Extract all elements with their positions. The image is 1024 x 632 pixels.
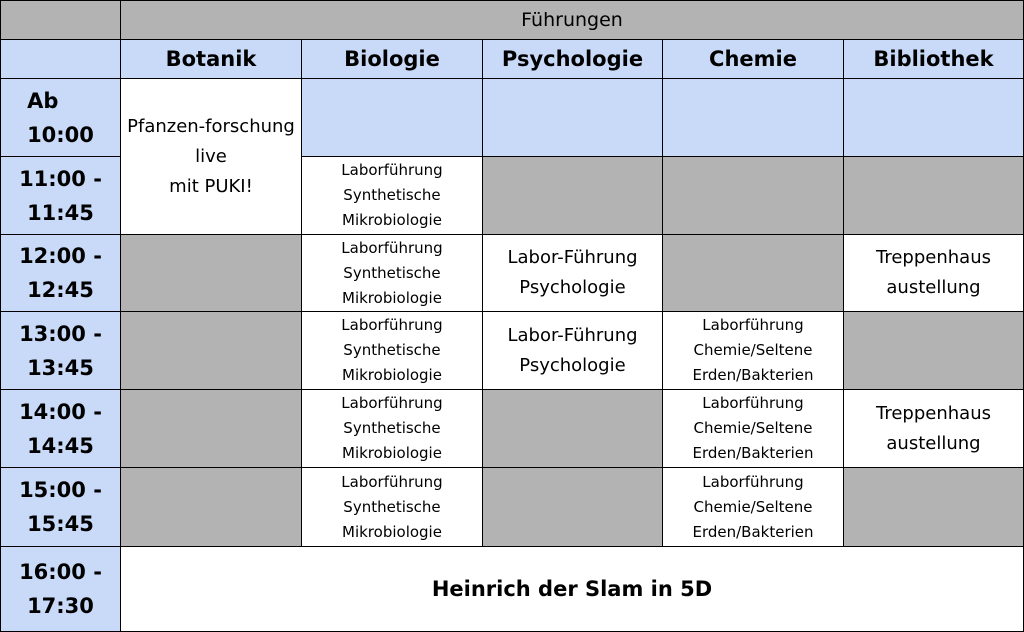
empty-cell <box>843 311 1024 390</box>
event-treppenhaus: Treppenhaus austellung <box>843 389 1024 468</box>
event-treppenhaus: Treppenhaus austellung <box>843 234 1024 312</box>
empty-cell <box>843 78 1024 157</box>
column-header-botanik: Botanik <box>120 39 302 79</box>
time-slot-1: Ab 10:00 <box>0 78 121 157</box>
event-biologie-lab: Laborführung Synthetische Mikrobiologie <box>301 389 483 468</box>
empty-cell <box>843 156 1024 235</box>
event-chemie-lab: Laborführung Chemie/Seltene Erden/Bakterien <box>662 467 844 547</box>
time-slot-2: 11:00 - 11:45 <box>0 156 121 235</box>
table-title: Führungen <box>120 0 1024 40</box>
corner-cell <box>0 0 121 40</box>
empty-cell <box>662 234 844 312</box>
event-psychologie-lab: Labor-Führung Psychologie <box>482 234 663 312</box>
empty-cell <box>662 78 844 157</box>
event-chemie-lab: Laborführung Chemie/Seltene Erden/Bakterien <box>662 389 844 468</box>
column-header-biologie: Biologie <box>301 39 483 79</box>
event-slam: Heinrich der Slam in 5D <box>120 546 1024 632</box>
empty-cell <box>482 467 663 547</box>
time-slot-3: 12:00 - 12:45 <box>0 234 121 312</box>
empty-cell <box>843 467 1024 547</box>
event-biologie-lab: Laborführung Synthetische Mikrobiologie <box>301 467 483 547</box>
event-biologie-lab: Laborführung Synthetische Mikrobiologie <box>301 234 483 312</box>
column-header-bibliothek: Bibliothek <box>843 39 1024 79</box>
empty-cell <box>482 389 663 468</box>
time-slot-7: 16:00 - 17:30 <box>0 546 121 632</box>
empty-cell <box>482 78 663 157</box>
event-psychologie-lab: Labor-Führung Psychologie <box>482 311 663 390</box>
event-botanik: Pfanzen-forschung live mit PUKI! <box>120 78 302 235</box>
time-slot-4: 13:00 - 13:45 <box>0 311 121 390</box>
empty-cell <box>120 234 302 312</box>
header-corner <box>0 39 121 79</box>
event-biologie-lab: Laborführung Synthetische Mikrobiologie <box>301 156 483 235</box>
empty-cell <box>120 311 302 390</box>
empty-cell <box>662 156 844 235</box>
empty-cell <box>301 78 483 157</box>
column-header-chemie: Chemie <box>662 39 844 79</box>
time-slot-6: 15:00 - 15:45 <box>0 467 121 547</box>
column-header-psychologie: Psychologie <box>482 39 663 79</box>
event-chemie-lab: Laborführung Chemie/Seltene Erden/Bakterien <box>662 311 844 390</box>
time-slot-5: 14:00 - 14:45 <box>0 389 121 468</box>
empty-cell <box>120 467 302 547</box>
empty-cell <box>482 156 663 235</box>
event-biologie-lab: Laborführung Synthetische Mikrobiologie <box>301 311 483 390</box>
empty-cell <box>120 389 302 468</box>
